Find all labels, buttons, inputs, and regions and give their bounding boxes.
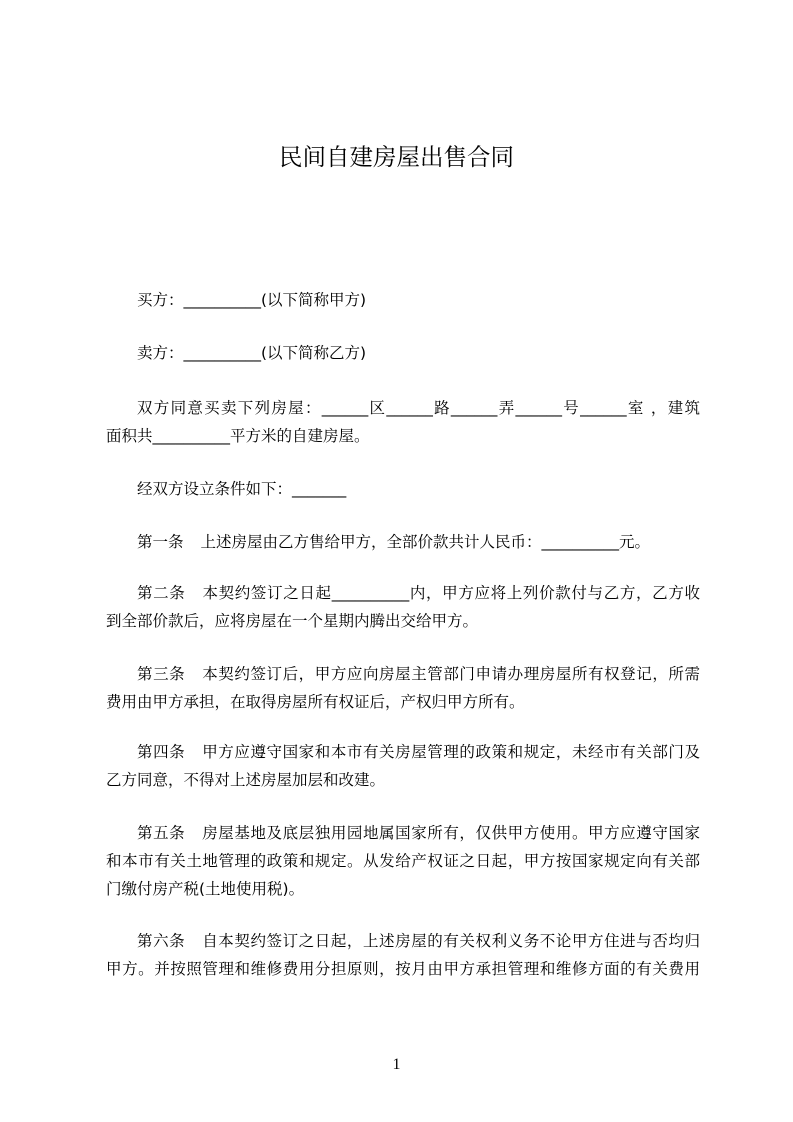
article-5 [106, 819, 700, 903]
property-paragraph [106, 394, 700, 450]
article-line: 乙方同意，不得对上述房屋加层和改建。 [106, 771, 386, 789]
document-title: 民间自建房屋出售合同 [279, 143, 514, 171]
article-text: 上述房屋由乙方售给甲方，全部价款共计人民币：__________元。 [200, 533, 651, 551]
article-line [106, 660, 700, 688]
article-label: 第四条 [137, 743, 186, 761]
article-text: 房屋基地及底层独用园地属国家所有，仅供甲方使用。甲方应遵守国家 [202, 824, 700, 842]
article-label: 第五条 [137, 824, 186, 842]
article-label: 第三条 [137, 665, 186, 683]
conditions-intro-line: 经双方设立条件如下：_______ [137, 480, 347, 498]
article-line [106, 819, 700, 847]
article-3 [106, 660, 700, 716]
article-2 [106, 579, 700, 635]
article-line [106, 738, 700, 766]
article-text: 本契约签订之日起__________内，甲方应将上列价款付与乙方，乙方收 [202, 584, 700, 602]
article-line: 和本市有关土地管理的政策和规定。从发给产权证之日起，甲方按国家规定向有关部 [106, 852, 700, 870]
article-text: 甲方应遵守国家和本市有关房屋管理的政策和规定，未经市有关部门及 [202, 743, 700, 761]
article-line [106, 927, 700, 955]
article-line: 门缴付房产税(土地使用税)。 [106, 880, 305, 898]
article-label: 第二条 [137, 584, 186, 602]
buyer-paragraph [106, 286, 700, 314]
seller-paragraph [106, 339, 700, 367]
article-line [106, 528, 700, 556]
buyer-line: 买方：__________(以下简称甲方) [137, 291, 367, 309]
conditions-intro-paragraph [106, 475, 700, 503]
article-label: 第六条 [137, 932, 186, 950]
article-6 [106, 927, 700, 983]
article-line: 费用由甲方承担，在取得房屋所有权证后，产权归甲方所有。 [106, 693, 525, 711]
article-text: 自本契约签订之日起，上述房屋的有关权利义务不论甲方住进与否均归 [202, 932, 700, 950]
article-label: 第一条 [137, 533, 184, 551]
article-text: 本契约签订后，甲方应向房屋主管部门申请办理房屋所有权登记，所需 [202, 665, 700, 683]
seller-line: 卖方：__________(以下简称乙方) [137, 344, 367, 362]
property-line: 双方同意买卖下列房屋：______区______路______弄______号______室 ，建筑 [137, 399, 700, 417]
article-line [106, 579, 700, 607]
article-line: 到全部价款后，应将房屋在一个星期内腾出交给甲方。 [106, 612, 479, 630]
article-1 [106, 528, 700, 556]
page-number: 1 [392, 1056, 401, 1073]
article-4 [106, 738, 700, 794]
article-line: 甲方。并按照管理和维修费用分担原则，按月由甲方承担管理和维修方面的有关费用 [106, 960, 700, 978]
property-line: 面积共__________平方米的自建房屋。 [106, 427, 370, 445]
